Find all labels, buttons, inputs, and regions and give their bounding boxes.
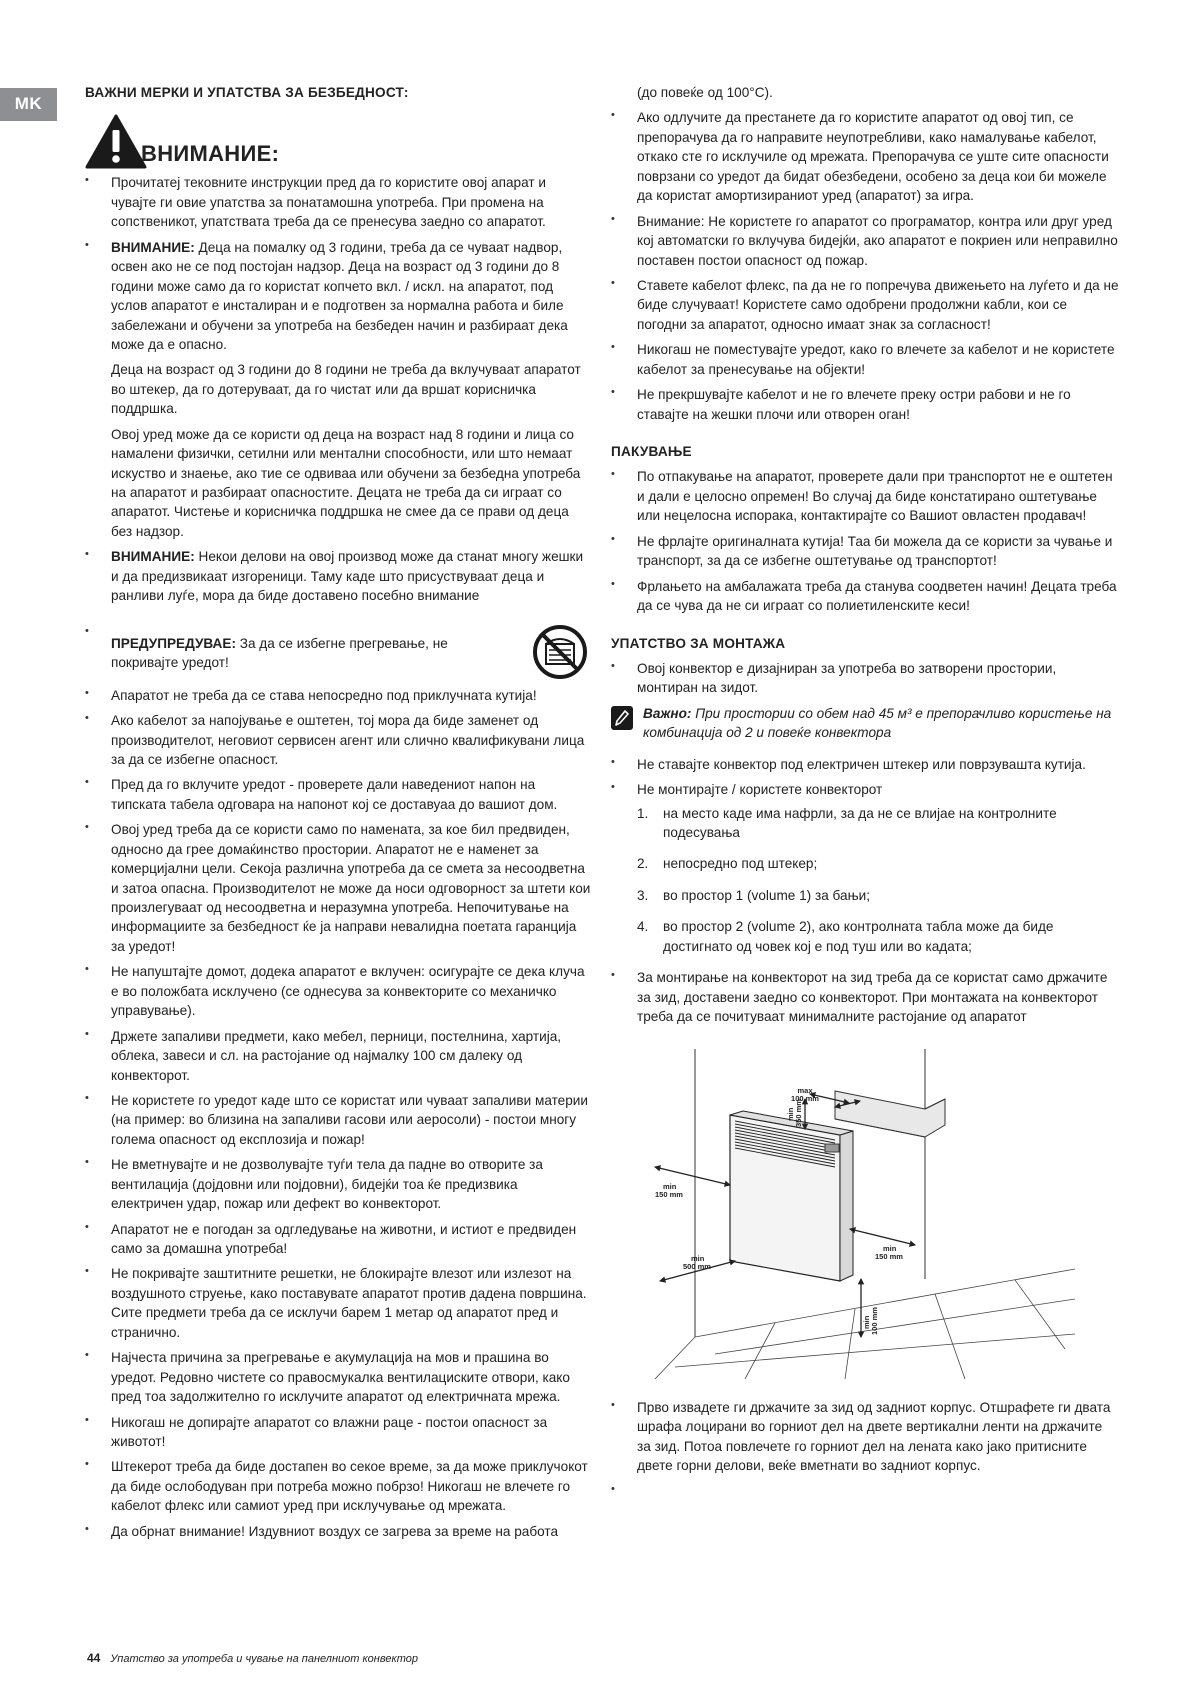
- list-item: • Апаратот не е погодан за одгледување на животни, и истиот е предвиден само за домашна употреба!: [85, 1220, 593, 1259]
- item-number: 3.: [637, 887, 649, 903]
- item-bold: ВНИМАНИЕ:: [111, 549, 195, 565]
- list-item: • Не фрлајте оригиналната кутија! Таа би можела да се користи за чување и транспорт, за да се избегне оштетување од транспортот!: [611, 532, 1119, 571]
- mounting-list-2: [611, 755, 1119, 1027]
- list-item: • Не вметнувајте и не дозволувајте туѓи тела да падне во отворите за вентилација (дојдовни или појдовни), бидејќи тоа ќе предизвика електричен удар, пожар или дефект во конвекторот.: [85, 1155, 593, 1213]
- list-item: • За монтирање на конвекторот на зид треба да се користат само држачите за зид, доставени заедно со конвекторот. При монтажата на конвекторот треба да се почитуваат минималните растојание од апаратот: [611, 968, 1119, 1026]
- page-footer: [87, 1650, 418, 1668]
- list-item: • Не покривајте заштитните решетки, не блокирајте влезот или излезот на воздушното струење, како поставувате апаратот против дадена површина. Сите предмети треба да се исклучи барем 1 метар од апаратот пред и странично.: [85, 1264, 593, 1342]
- note-bold: Важно:: [643, 705, 692, 721]
- mounting-heading: УПАТСТВО ЗА МОНТАЖА: [611, 635, 786, 651]
- min-top-value: 350 mm: [794, 1098, 803, 1127]
- list-item: • Прво извадете ги држачите за зид од задниот корпус. Отшрафете ги двата шрафа лоцирани во горниот дел на двете вертикални ленти на држачите за зид. Потоа повлечете го горниот дел на лената како јако притисните двете горни делови, веќе вметнати во задниот корпус.: [611, 1398, 1119, 1476]
- list-item: • Ако кабелот за напојување е оштетен, тој мора да биде заменет од производителот, неговиот сервисен агент или слично квалификувани лица за да се избегне опасност.: [85, 711, 593, 769]
- item-text: непосредно под штекер;: [663, 856, 818, 872]
- item-number: 2.: [637, 856, 649, 872]
- list-item: • Најчеста причина за прегревање е акумулација на мов и прашина во уредот. Редовно чистете со правосмукалка вентилациските отвори, како пред тоа задолжително го исклучите апаратот од електричната мрежа.: [85, 1348, 593, 1406]
- list-item: [85, 173, 593, 231]
- min-right-value: 150 mm: [875, 1251, 903, 1261]
- left-column: [85, 83, 593, 1547]
- item-text: Не монтирајте / користете конвекторот: [637, 782, 883, 798]
- page-title: ВАЖНИ МЕРКИ И УПАТСТВА ЗА БЕЗБЕДНОСТ:: [85, 85, 409, 100]
- list-item-prewarn: [85, 624, 593, 680]
- list-item: • Апаратот не треба да се става непосредно под приклучната кутија!: [85, 686, 593, 705]
- clearance-diagram: [635, 1049, 1075, 1379]
- packing-list: [611, 467, 1119, 615]
- mounting-list-3: [611, 1398, 1119, 1476]
- list-item: • Не прекршувајте кабелот и не го влечете преку остри рабови и не го ставајте на жешки плочи или отворен оган!: [611, 385, 1119, 424]
- list-item: • По отпакување на апаратот, проверете дали при транспортот не е оштетен и дали е целосно опремен! Во случај да биде констатирано оштетување или нецелосна испорака, контактирајте со Вашиот овластен продавач!: [611, 467, 1119, 525]
- warning-word: ВНИМАНИЕ:: [141, 140, 280, 166]
- min-front-value: 500 mm: [683, 1261, 711, 1271]
- safety-list: [85, 173, 593, 1541]
- min-front-label: min: [691, 1253, 705, 1263]
- do-not-cover-icon: [527, 624, 593, 680]
- important-note: [611, 704, 1119, 743]
- item-number: 4.: [637, 919, 649, 935]
- list-item: • Не напуштајте домот, додека апаратот е вклучен: осигурајте се дека клуча е во положбата исклучено (се однесува за конвекторите со механичко управување).: [85, 962, 593, 1020]
- safety-list-continued: [611, 108, 1119, 424]
- right-column: [611, 83, 1119, 1482]
- max-value: 100 mm: [791, 1093, 819, 1103]
- item-paragraph: Деца на возраст од 3 години до 8 години не треба да вклучуваат апаратот во штекер, да го дотеруваат, да го чистат или да вршат корисничка поддршка.: [111, 362, 581, 417]
- min-bottom-value: 100 mm: [870, 1306, 879, 1335]
- list-item: • Ако одлучите да престанете да го користите апаратот од овој тип, се препорачува да го направите неупотребливи, како намалување кабелот, откако сте го исклучиле од мрежата. Препорачува се уште сите опасности поврзани со уредот да бидат обезбедени, особено за деца кои би можеле да користат амортизираниот уред (апаратот) за игра.: [611, 108, 1119, 205]
- pencil-icon: [611, 706, 633, 730]
- list-item: • Овој уред треба да се користи само по намената, за кое бил предвиден, односно да грее домаќинство простории. Апаратот не е наменет за комерцијални цели. Секоја различна употреба да се смета за несоодветна и затоа опасна. Производителот не може да носи одговорност за штети кои произлегуваат од несоодветна и неразумна употреба. Непочитување на информациите за безбедност ќе ја направи невалидна поетата гаранција за уредот!: [85, 820, 593, 956]
- list-item: • Не ставајте конвектор под електричен штекер или поврзуваштa кутија.: [611, 755, 1119, 774]
- item-text: во простор 1 (volume 1) за бањи;: [663, 887, 870, 903]
- numbered-item: [637, 917, 1119, 956]
- list-item: • Држете запаливи предмети, како мебел, перници, постелнина, хартија, облека, завеси и сл. на растојание од најмалку 100 см далеку од конвекторот.: [85, 1027, 593, 1085]
- numbered-list: [637, 804, 1119, 957]
- item-text: Деца на помалку од 3 години, треба да се чуваат надвор, освен ако не се под постојан надзор. Деца на возраст од 3 години до 8 години може само да го користат копчето вкл. / искл. на апаратот, под услов апаратот е инсталиран и е подготвен за нормална работа и биле забележани и обучени за употреба на безбеден начин и разбираат дека може да е опасно.: [111, 239, 568, 352]
- min-left-value: 150 mm: [655, 1189, 683, 1199]
- min-bottom-label: min: [862, 1315, 871, 1329]
- footer-text: Упатство за употреба и чување на панелниот конвектор: [110, 1653, 419, 1665]
- item-text: во простор 2 (volume 2), ако контролната табла може да биде достигнато од човек кој е под туш или во кадата;: [663, 919, 1054, 954]
- list-item: • Внимание: Не користете го апаратот со програматор, контра или друг уред кој автоматски го вклучува бидејќи, ако апаратот е покриен или неправилно поставен постои опасност од пожар.: [611, 212, 1119, 270]
- max-label: max: [797, 1085, 813, 1095]
- continued-text: (до повеќе од 100°C).: [637, 85, 773, 100]
- numbered-item: [637, 804, 1119, 843]
- list-item: • Овој конвектор е дизајниран за употреба во затворени простории, монтиран на зидот.: [611, 659, 1119, 698]
- item-text: на место каде има нафрли, за да не се влијае на контролните подесувања: [663, 805, 1057, 840]
- note-text: При простории со обем над 45 м³ е препорачливо користење на комбинација од 2 и повеќе конвектора: [643, 705, 1112, 741]
- warning-header: [85, 112, 593, 170]
- item-number: 1.: [637, 805, 649, 821]
- list-item: • Никогаш не допирајте апаратот со влажни раце - постои опасност за животот!: [85, 1413, 593, 1452]
- numbered-item: [637, 886, 1119, 905]
- packing-heading: ПАКУВАЊЕ: [611, 444, 692, 459]
- list-item: • Не користете го уредот каде што се користат или чуваат запаливи материи (на пример: во близина на запаливи гасови или аеросоли) - постои многу голема опасност од експлозија и пожар!: [85, 1091, 593, 1149]
- item-text: Некои делови на овој производ може да станат многу жешки и да предизвикаат изгореници. Таму каде што присуствуваат деца и ранливи луѓе, мора да биде доставено посебно внимание: [111, 549, 584, 604]
- warning-triangle-icon: [85, 114, 147, 170]
- page-number: 44: [87, 1651, 101, 1665]
- min-top-label: min: [786, 1107, 795, 1121]
- list-item: [611, 780, 1119, 956]
- numbered-item: [637, 854, 1119, 873]
- language-tab: MK: [0, 88, 57, 121]
- list-item: • Штекерот треба да биде достапен во секое време, за да може приклучокот да биде ослободуван при потреба можно побрзо! Никогаш не влечете го кабелот флекс или самиот уред при исклучување од мрежата.: [85, 1457, 593, 1515]
- item-text: Прочитатеј тековните инструкции пред да го користите овој апарат и чувајте ги овие упатства за понатамошна употреба. При промена на сопственикот, упатствата треба да се пренесува заедно со апаратот.: [111, 175, 546, 230]
- item-text: За да се избегне прегревање, не покривајте уредот!: [111, 635, 448, 671]
- min-left-label: min: [663, 1181, 677, 1191]
- list-item: • Фрлањето на амбалажата треба да станува соодветен начин! Децата треба да се чува да не си играат со полиетиленските кеси!: [611, 577, 1119, 616]
- list-item: • Пред да го вклучите уредот - проверете дали наведениот напон на типската табела одговара на напонот кој се доставуаа до вашиот дом.: [85, 775, 593, 814]
- item-bold: ВНИМАНИЕ:: [111, 239, 195, 255]
- mounting-list: [611, 659, 1119, 698]
- list-item: • Никогаш не поместувајте уредот, како го влечете за кабелот и не користете кабелот за пренесување на објекти!: [611, 340, 1119, 379]
- item-paragraph: Овој уред може да се користи од деца на возраст над 8 години и лица со намалени физички, сетилни или ментални способности, или што немаат искуство и знаење, ако тие се одвиваа или обучени за безбедна употреба на апаратот и разбираат опасностите. Децата не треба да си играат со апаратот. Чистење и корисничка поддршка не смее да се прави од деца без надзор.: [111, 426, 581, 539]
- list-item: [85, 238, 593, 542]
- item-bold: ПРЕДУПРЕДУВАЕ:: [111, 635, 236, 651]
- list-item: • Да обрнат внимание! Издувниот воздух се загрева за време на работа: [85, 1522, 593, 1541]
- min-right-label: min: [883, 1243, 897, 1253]
- list-item: [85, 547, 593, 605]
- list-item: • Ставете кабелот флекс, па да не го попречува движењето на луѓето и да не биде случуваат! Користете само одобрени продолжни кабли, кои се погодни за апаратот, односно имаат знак за согласност!: [611, 276, 1119, 334]
